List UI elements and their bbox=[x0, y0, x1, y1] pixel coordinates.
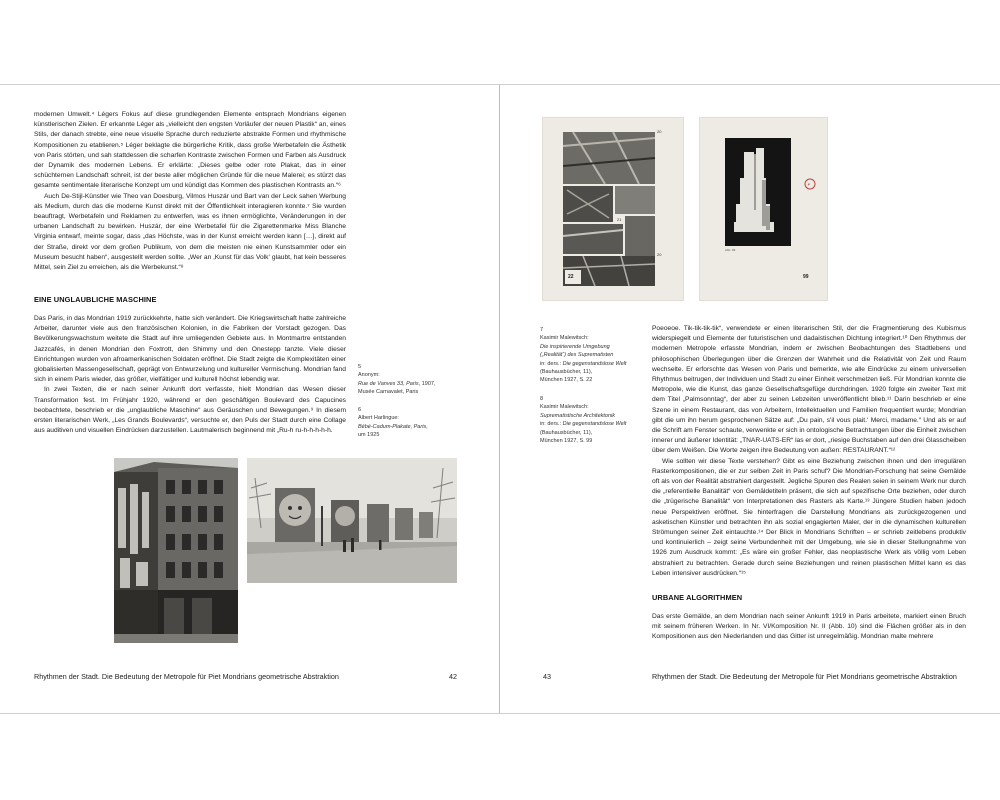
photo-rue-de-vanves-building bbox=[114, 458, 238, 643]
section-heading-maschine: EINE UNGLAUBLICHE MASCHINE bbox=[34, 295, 157, 304]
right-paragraph-3: Das erste Gemälde, an dem Mondrian nach seiner Ankunft 1919 in Paris arbeitete, markiert einen Bruch mit seinem früheren Werken. In Nr. VI/Komposition Nr. II (Abb. 10) sind die Flächen größer als in den Kompositionen aus den Niederlanden und das Gitter ist unregelmäßig. Mondrian malte mehrere bbox=[652, 613, 966, 641]
right-text-lower bbox=[652, 612, 966, 643]
left-text-lower bbox=[34, 314, 346, 436]
figure-caption-7: 7 Kasimir Malewitsch: Die inspirierende Umgebung („Realität“) des Suprematisten in: ders.: Die gegenstandslose Welt (Bauhausbücher, 11), München 1927, S. 22 bbox=[540, 326, 648, 385]
figure-number-top: 20 bbox=[657, 129, 662, 134]
figure-caption-8: 8 Kasimir Malewitsch: Suprematistische Architektonik in: ders.: Die gegenstandslose Welt (Bauhausbücher, 11), München 1927, S. 99 bbox=[540, 395, 648, 445]
left-footer-title: Rhythmen der Stadt. Die Bedeutung der Metropole für Piet Mondrians geometrische Abstraktion bbox=[34, 672, 339, 681]
figure-caption-6: 6 Albert Harlingue: Bébé-Cadum-Plakate, Paris, um 1925 bbox=[358, 406, 458, 440]
caption-number: 6 bbox=[358, 407, 362, 413]
svg-text:⚘: ⚘ bbox=[807, 182, 811, 187]
left-text-upper bbox=[34, 110, 346, 273]
caption-number: 8 bbox=[540, 396, 544, 402]
figure-number-corner: 22 bbox=[568, 274, 574, 280]
caption-number: 7 bbox=[540, 327, 544, 333]
book-spread bbox=[0, 84, 1000, 714]
right-text-upper bbox=[652, 324, 966, 579]
figure-number-bottom-right: 20 bbox=[657, 252, 662, 257]
right-page-number: 43 bbox=[543, 672, 551, 681]
figure-malewitsch-architektonik bbox=[700, 118, 827, 300]
right-paragraph-1: Poeoeoe. Tik-tik-tik-tik“, verwendete er einen literarischen Stil, der die Fragmentierung des Kubismus widerspiegelt und Elemente der futuristischen und dadaistischen Dichtung integriert.¹⁰ Den Rhythmus der modernen Metropole erfasste Mondrian, indem er zwischen Beobachtungen des Stadtlebens und philosophischen Überlegungen über die Grenzen der Wahrheit und die Relativität von Zeit und Raum wechselte. Er erforschte das Wesen von Paris und bemerkte, wie alle Eindrücke zu einem universellen Rhythmus beitrugen, der Individuen und Stadt zu einer Einheit verschmelzen ließ. Für Mondrian konnte die Metropole, wie die Kunst, das ganze Gesellschaftsgefüge durchdringen. 1920 folgte ein zweiter Text mit dem Titel „Palmsonntag“, der aber zu seinen Lebzeiten unveröffentlicht blieb.¹¹ Darin beschrieb er eine Szene in einem Restaurant, das von Arbeitern, Intellektuellen und Familien frequentiert wurde; Mondrian gibt die um ihn herum gesprochenen Sätze auf: „Du pain, s'il vous plait.‘ Merci, madame.“ Und als er auf die Schrift am Fenster schaute, verwenkte er sich in ontologische Betrachtungen über die Einheit zwischen innerer und äußerer Identität: „TNAR-UATS-ER“ las er dort, „riesige Buchstaben auf den drei Glasscheiben über dem Weißen. Die Worte zeigen ihre Bedeutung von außen: RESTAURANT.“¹² bbox=[652, 325, 966, 455]
caption-number: 5 bbox=[358, 364, 362, 370]
photo-bebe-cadum-posters bbox=[247, 458, 457, 583]
section-heading-algorithmen: URBANE ALGORITHMEN bbox=[652, 593, 743, 602]
left-paragraph-3: Das Paris, in das Mondrian 1919 zurückkehrte, hatte sich verändert. Die Kriegswirtschaft hatte zahlreiche Arbeiter, darunter viele aus den französischen Kolonien, in die Fabriken der Vorstadt gezogen. Das Bevölkerungswachstum weitete die Stadt auf ihre umliegenden Gebiete aus. In Montmartre entstanden Jazzcafés, in denen Mondrian den Foxtrott, den Shimmy und den Onestepp tanzte. Viele dieser Einrichtungen wurden von afroamerikanischen Soldaten eröffnet. Die Stadt zeigte die Komplexitäten einer globalisierten Massengesellschaft, geprägt von Entwurzelung und kultureller Vermischung. Mondrian fand sich in einem Paris wieder, das größer, vielfältiger und kulturell höchst lebendig war. bbox=[34, 315, 346, 384]
figure-caption-5: 5 Anonym: Rue de Vanves 33, Paris, 1907, Musée Carnavalet, Paris bbox=[358, 363, 458, 397]
posters-photo-graphic bbox=[247, 458, 457, 583]
figure-number-corner-b: 99 bbox=[803, 274, 809, 280]
figure-label-small: Abb. 99 bbox=[725, 248, 736, 252]
figure-number-mid: 21 bbox=[617, 217, 622, 222]
building-photo-graphic bbox=[114, 458, 238, 643]
left-paragraph-1: modernen Umwelt.⁴ Légers Fokus auf diese grundlegenden Elemente entsprach Mondrians eigenen künstlerischen Zielen. Er erkannte Léger als „vielleicht den engsten Vorläufer der neuen Plastik“ an, eines Stils, der danach strebte, eine neue visuelle Sprache durch reduzierte abstrakte Formen und rhythmische Kompositionen zu etablieren.⁵ Léger beklagte die bürgerliche Kritik, dass große Werbetafeln die Ästhetik von Paris störten, und sah stattdessen die scharfen Kontraste zwischen Formen und Farben als Ausdruck der Dynamik des modernen Lebens. Er erklärte: „Dieses gelbe oder rote Plakat, das in einer schüchternen Landschaft schreit, ist der beste aller möglichen Gründe für die neue Malerei; es stürzt das gesamte sentimentale literarische Konzept um und kündigt das Kommen des plastischen Kontrasts an.“⁶ bbox=[34, 111, 346, 190]
page-gutter bbox=[499, 85, 500, 713]
left-page-number: 42 bbox=[449, 672, 457, 681]
left-paragraph-2: Auch De-Stijl-Künstler wie Theo van Doesburg, Vilmos Huszár und Bart van der Leck sahen Werbung als Medium, durch das die moderne Kunst direkt mit der Öffentlichkeit interagieren konnte.⁷ Sie wurden beauftragt, Werbetafeln und Reklamen zu entwerfen, was es ihnen ermöglichte, Veränderungen in der urbanen Landschaft zu bewirken. Huszár, der eine Werbetafel für die Zigarettenmarke Miss Blanche Virginia entwarf, meinte sogar, dass „das Höchste, was in der Kunst erreicht werden kann […], direkt auf der Straße, direkt vor dem großen Publikum, von dem die meisten nie einen Kunstsammler oder ein Museum besucht haben“, ausgestellt werden sollte. „Wer an ‚Kunst für das Volk‘ glaubt, hat kein besseres Mittel, sein Ziel zu erreichen, als die Werbekunst.“⁸ bbox=[34, 192, 346, 272]
figure-malewitsch-umgebung bbox=[543, 118, 683, 300]
architecton-graphic bbox=[700, 118, 827, 300]
aerial-collage-graphic bbox=[543, 118, 683, 300]
left-paragraph-4: In zwei Texten, die er nach seiner Ankunft dort verfasste, hielt Mondrian das Wesen dieser Transformation fest. Im Frühjahr 1920, während er den geschäftigen Boulevard des Capucines beobachtete, beschrieb er die „unglaubliche Maschine“ aus Geräuschen und Bewegungen.⁹ In diesem ersten literarischen Werk, „Les Grands Boulevards“, versuchte er, den Puls der Stadt durch eine Collage aus auditiven und visuellen Eindrücken darzustellen. Lautmalerisch beginnend mit „Ru-h ru-h-h-h-h-h. bbox=[34, 386, 346, 435]
right-paragraph-2: Wie sollten wir diese Texte verstehen? Gibt es eine Beziehung zwischen ihnen und den irregulären Rasterkompositionen, die er zur selben Zeit in Paris schuf? Die Mondrian-Forschung hat seine Gemälde oft als von der Realität abstrahiert dargestellt. Jegliche Spuren des Realen seien in seinem Werk nur durch die „referentielle Banalität“ von Gemäldetiteln präsent, die sich auf spezifische Orte beziehen, oder durch die „trügerische Banalität“ von Interpretationen des Rasters als Karte.¹³ Jüngere Studien haben jedoch neue Perspektiven eröffnet. Sie hinterfragen die Darstellung Mondrians als zurückgezogenen und asketischen Künstler und betrachten ihn als sozial engagierten Maler, der in die dynamischen kulturellen Strömungen seiner Zeit eintauchte.¹⁴ Der Blick in Mondrians Schriften – er schrieb zeitlebens produktiv und kontinuierlich – zeigt seine Verbundenheit mit der Umgebung, wie sie in dieser Stellungnahme von 1926 zum Ausdruck kommt: „Es wäre ein großer Fehler, das neoplastische Werk als völlig vom Leben abstrahiert zu betrachten. Gerade durch seine Beziehungen und reinen plastischen Mittel kann es das Leben intensiver ausdrücken.“¹⁵ bbox=[652, 457, 966, 577]
right-footer-title: Rhythmen der Stadt. Die Bedeutung der Metropole für Piet Mondrians geometrische Abstraktion bbox=[652, 672, 957, 681]
